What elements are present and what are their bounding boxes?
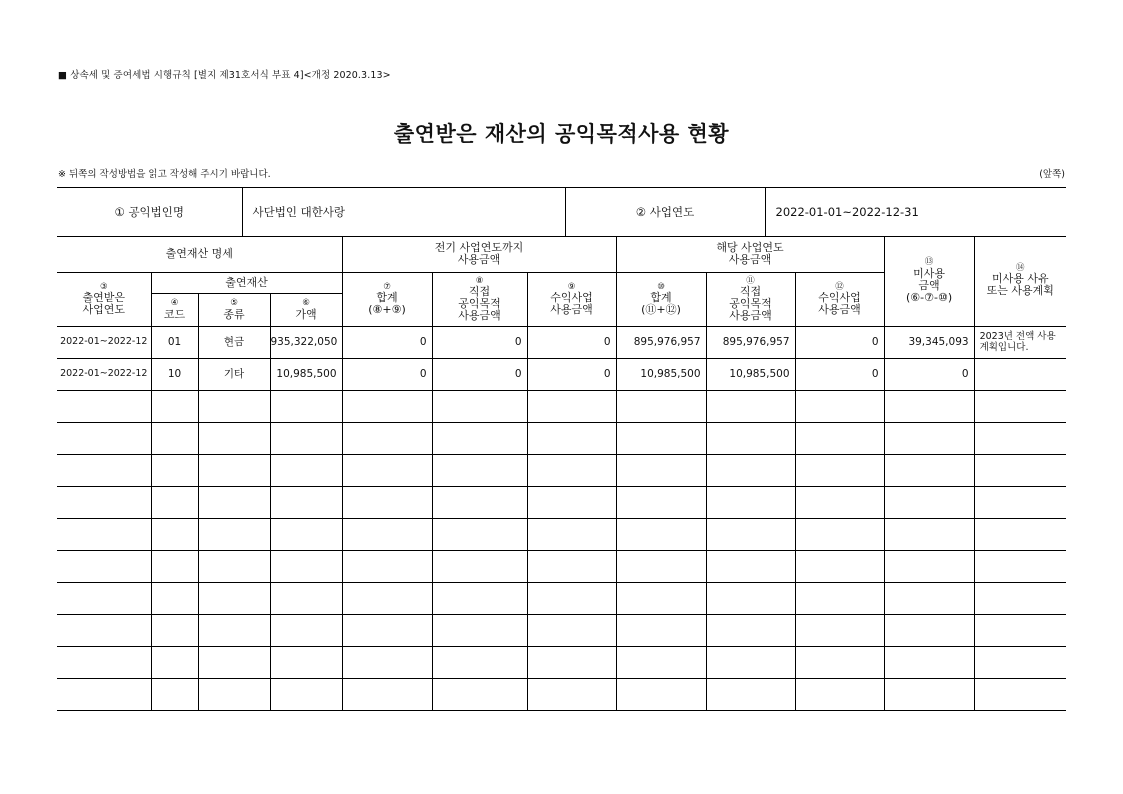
empty-row <box>57 583 1066 615</box>
empty-cell[interactable] <box>795 455 884 487</box>
col-type-header <box>198 294 270 327</box>
empty-cell[interactable] <box>57 391 151 423</box>
col-code-header <box>151 294 198 327</box>
empty-cell[interactable] <box>151 615 198 647</box>
empty-cell[interactable] <box>527 455 616 487</box>
empty-cell[interactable] <box>974 615 1066 647</box>
empty-cell[interactable] <box>342 487 432 519</box>
empty-cell[interactable] <box>151 487 198 519</box>
empty-cell[interactable] <box>974 551 1066 583</box>
empty-cell[interactable] <box>527 583 616 615</box>
empty-cell[interactable] <box>795 423 884 455</box>
empty-cell[interactable] <box>57 551 151 583</box>
empty-cell[interactable] <box>527 423 616 455</box>
empty-cell[interactable] <box>432 391 527 423</box>
empty-cell[interactable] <box>198 455 270 487</box>
cell-prev-total[interactable]: 0 <box>342 327 432 359</box>
empty-cell[interactable] <box>884 615 974 647</box>
empty-cell[interactable] <box>884 647 974 679</box>
empty-cell[interactable] <box>432 615 527 647</box>
corp-name-field[interactable]: 사단법인 대한사랑 <box>242 188 565 237</box>
empty-cell[interactable] <box>57 519 151 551</box>
empty-cell[interactable] <box>974 679 1066 711</box>
col-code-label: 코드 <box>163 308 186 322</box>
empty-cell[interactable] <box>57 423 151 455</box>
cell-curr-profit[interactable]: 0 <box>795 359 884 391</box>
col-year-label: 출연받은 사업연도 <box>82 291 125 317</box>
empty-cell[interactable] <box>884 679 974 711</box>
empty-cell[interactable] <box>270 423 342 455</box>
empty-cell[interactable] <box>974 391 1066 423</box>
col-type-number: ⑤ <box>230 297 238 308</box>
empty-row <box>57 647 1066 679</box>
col-curr-profit-header <box>795 273 884 327</box>
group-prev-header: 전기 사업연도까지 사용금액 <box>342 236 616 273</box>
col-type-label: 종류 <box>223 308 245 322</box>
empty-cell[interactable] <box>342 679 432 711</box>
empty-cell[interactable] <box>198 391 270 423</box>
empty-cell[interactable] <box>270 519 342 551</box>
empty-cell[interactable] <box>974 487 1066 519</box>
empty-cell[interactable] <box>706 455 795 487</box>
empty-cell[interactable] <box>706 519 795 551</box>
cell-unused[interactable]: 39,345,093 <box>884 327 974 359</box>
empty-cell[interactable] <box>57 647 151 679</box>
empty-cell[interactable] <box>795 647 884 679</box>
page-title: 출연받은 재산의 공익목적사용 현황 <box>393 122 730 146</box>
empty-cell[interactable] <box>342 551 432 583</box>
empty-row <box>57 615 1066 647</box>
cell-reason[interactable] <box>974 359 1066 391</box>
empty-cell[interactable] <box>198 423 270 455</box>
empty-cell[interactable] <box>57 615 151 647</box>
col-prev-profit-header <box>527 273 616 327</box>
cell-curr-profit[interactable]: 0 <box>795 327 884 359</box>
empty-cell[interactable] <box>270 583 342 615</box>
col-prev-profit-label: 수익사업 사용금액 <box>550 291 593 317</box>
empty-cell[interactable] <box>706 583 795 615</box>
empty-cell[interactable] <box>706 615 795 647</box>
empty-cell[interactable] <box>884 551 974 583</box>
corp-name-label: ① 공익법인명 <box>57 188 242 237</box>
col-unused-number: ⑬ <box>924 257 934 268</box>
corp-info-table <box>57 187 1066 237</box>
empty-cell[interactable] <box>706 551 795 583</box>
cell-curr-direct[interactable]: 895,976,957 <box>706 327 795 359</box>
col-unused-header <box>884 236 974 327</box>
empty-cell[interactable] <box>706 423 795 455</box>
instruction-note: ※ 뒤쪽의 작성방법을 읽고 작성해 주시기 바랍니다. <box>58 169 271 180</box>
cell-year[interactable]: 2022-01~2022-12 <box>57 359 151 391</box>
empty-cell[interactable] <box>432 583 527 615</box>
empty-cell[interactable] <box>795 615 884 647</box>
group-asset-header: 출연재산 명세 <box>57 236 342 273</box>
empty-cell[interactable] <box>198 583 270 615</box>
page-side-label: (앞쪽) <box>1039 169 1065 180</box>
col-prev-direct-header <box>432 273 527 327</box>
empty-cell[interactable] <box>527 679 616 711</box>
col-curr-total-header <box>616 273 706 327</box>
col-year-number: ③ <box>99 281 108 292</box>
empty-cell[interactable] <box>706 487 795 519</box>
empty-cell[interactable] <box>57 455 151 487</box>
cell-reason[interactable]: 2023년 전액 사용 계획입니다. <box>974 327 1066 359</box>
col-value-label: 가액 <box>295 308 317 322</box>
empty-cell[interactable] <box>432 679 527 711</box>
empty-cell[interactable] <box>616 487 706 519</box>
empty-cell[interactable] <box>198 519 270 551</box>
empty-cell[interactable] <box>342 583 432 615</box>
empty-cell[interactable] <box>706 391 795 423</box>
empty-cell[interactable] <box>432 455 527 487</box>
empty-cell[interactable] <box>974 423 1066 455</box>
empty-cell[interactable] <box>616 679 706 711</box>
empty-cell[interactable] <box>432 551 527 583</box>
empty-cell[interactable] <box>151 551 198 583</box>
empty-cell[interactable] <box>616 455 706 487</box>
col-prev-profit-number: ⑨ <box>567 281 576 292</box>
empty-cell[interactable] <box>198 487 270 519</box>
empty-cell[interactable] <box>432 519 527 551</box>
col-curr-profit-number: ⑫ <box>835 281 844 292</box>
col-curr-profit-label: 수익사업 사용금액 <box>818 291 861 317</box>
cell-prev-total[interactable]: 0 <box>342 359 432 391</box>
empty-row <box>57 391 1066 423</box>
empty-cell[interactable] <box>342 519 432 551</box>
cell-curr-direct[interactable]: 10,985,500 <box>706 359 795 391</box>
empty-cell[interactable] <box>198 615 270 647</box>
empty-cell[interactable] <box>974 455 1066 487</box>
empty-cell[interactable] <box>974 583 1066 615</box>
empty-row <box>57 551 1066 583</box>
empty-cell[interactable] <box>57 487 151 519</box>
col-curr-total-number: ⑩ <box>657 281 665 292</box>
empty-cell[interactable] <box>616 615 706 647</box>
empty-cell[interactable] <box>706 647 795 679</box>
col-reason-label: 미사용 사유 또는 사용계획 <box>986 272 1054 298</box>
empty-cell[interactable] <box>342 647 432 679</box>
table-row <box>57 359 1066 391</box>
col-curr-direct-label: 직접 공익목적 사용금액 <box>729 285 772 323</box>
cell-type[interactable]: 기타 <box>198 359 270 391</box>
empty-cell[interactable] <box>527 615 616 647</box>
empty-cell[interactable] <box>795 583 884 615</box>
empty-cell[interactable] <box>432 487 527 519</box>
empty-cell[interactable] <box>151 391 198 423</box>
col-code-number: ④ <box>170 297 179 308</box>
empty-cell[interactable] <box>342 615 432 647</box>
empty-cell[interactable] <box>616 423 706 455</box>
empty-cell[interactable] <box>432 647 527 679</box>
cell-prev-profit[interactable]: 0 <box>527 359 616 391</box>
empty-cell[interactable] <box>795 391 884 423</box>
empty-cell[interactable] <box>616 583 706 615</box>
empty-cell[interactable] <box>616 391 706 423</box>
sub-asset-header: 출연재산 <box>151 273 342 294</box>
col-unused-label: 미사용 금액 (⑥-⑦-⑩) <box>906 266 953 304</box>
empty-cell[interactable] <box>270 679 342 711</box>
cell-curr-total[interactable]: 10,985,500 <box>616 359 706 391</box>
col-value-header <box>270 294 342 327</box>
empty-row <box>57 455 1066 487</box>
empty-cell[interactable] <box>342 391 432 423</box>
empty-cell[interactable] <box>527 647 616 679</box>
cell-unused[interactable]: 0 <box>884 359 974 391</box>
form-reference: ■ 상속세 및 증여세법 시행규칙 [별지 제31호서식 부표 4]<개정 2020.3.13> <box>58 70 391 81</box>
cell-prev-direct[interactable]: 0 <box>432 327 527 359</box>
empty-cell[interactable] <box>884 487 974 519</box>
empty-cell[interactable] <box>527 391 616 423</box>
col-value-number: ⑥ <box>302 297 310 308</box>
cell-code[interactable]: 10 <box>151 359 198 391</box>
empty-row <box>57 423 1066 455</box>
cell-prev-profit[interactable]: 0 <box>527 327 616 359</box>
empty-cell[interactable] <box>616 551 706 583</box>
empty-cell[interactable] <box>795 679 884 711</box>
empty-cell[interactable] <box>616 647 706 679</box>
empty-cell[interactable] <box>432 423 527 455</box>
empty-cell[interactable] <box>884 519 974 551</box>
cell-value[interactable]: 10,985,500 <box>270 359 342 391</box>
col-reason-number: ⑭ <box>1016 263 1025 273</box>
col-curr-direct-header <box>706 273 795 327</box>
empty-cell[interactable] <box>151 519 198 551</box>
empty-row <box>57 519 1066 551</box>
empty-cell[interactable] <box>198 551 270 583</box>
empty-cell[interactable] <box>151 647 198 679</box>
col-prev-total-header <box>342 273 432 327</box>
empty-cell[interactable] <box>57 679 151 711</box>
empty-cell[interactable] <box>342 423 432 455</box>
empty-cell[interactable] <box>151 455 198 487</box>
empty-cell[interactable] <box>616 519 706 551</box>
cell-curr-total[interactable]: 895,976,957 <box>616 327 706 359</box>
col-curr-direct-number: ⑪ <box>746 275 755 286</box>
empty-cell[interactable] <box>795 519 884 551</box>
empty-cell[interactable] <box>527 487 616 519</box>
col-prev-total-label: 합계 (⑧+⑨) <box>368 291 406 317</box>
empty-cell[interactable] <box>527 551 616 583</box>
cell-prev-direct[interactable]: 0 <box>432 359 527 391</box>
empty-cell[interactable] <box>706 679 795 711</box>
empty-cell[interactable] <box>974 519 1066 551</box>
business-year-label: ② 사업연도 <box>565 188 765 237</box>
empty-cell[interactable] <box>270 647 342 679</box>
empty-cell[interactable] <box>57 583 151 615</box>
cell-value[interactable]: 935,322,050 <box>270 327 342 359</box>
empty-cell[interactable] <box>270 391 342 423</box>
group-curr-header: 해당 사업연도 사용금액 <box>616 236 884 273</box>
empty-cell[interactable] <box>151 583 198 615</box>
col-prev-total-number: ⑦ <box>383 281 391 292</box>
empty-row <box>57 679 1066 711</box>
col-prev-direct-number: ⑧ <box>475 275 484 286</box>
empty-cell[interactable] <box>795 551 884 583</box>
empty-cell[interactable] <box>151 679 198 711</box>
table-row <box>57 327 1066 359</box>
empty-row <box>57 487 1066 519</box>
col-curr-total-label: 합계 (⑪+⑫) <box>641 291 681 317</box>
empty-cell[interactable] <box>974 647 1066 679</box>
empty-cell[interactable] <box>198 679 270 711</box>
empty-cell[interactable] <box>884 583 974 615</box>
empty-cell[interactable] <box>270 487 342 519</box>
col-reason-header <box>974 236 1066 327</box>
empty-cell[interactable] <box>270 455 342 487</box>
cell-code[interactable]: 01 <box>151 327 198 359</box>
col-year-header <box>57 273 151 327</box>
col-prev-direct-label: 직접 공익목적 사용금액 <box>458 285 501 323</box>
cell-year[interactable]: 2022-01~2022-12 <box>57 327 151 359</box>
business-year-field[interactable]: 2022-01-01~2022-12-31 <box>765 188 1066 237</box>
empty-cell[interactable] <box>198 647 270 679</box>
empty-cell[interactable] <box>884 423 974 455</box>
empty-cell[interactable] <box>151 423 198 455</box>
usage-table <box>57 236 1066 711</box>
empty-cell[interactable] <box>342 455 432 487</box>
empty-cell[interactable] <box>270 615 342 647</box>
empty-cell[interactable] <box>884 391 974 423</box>
cell-type[interactable]: 현금 <box>198 327 270 359</box>
empty-cell[interactable] <box>270 551 342 583</box>
empty-cell[interactable] <box>527 519 616 551</box>
empty-cell[interactable] <box>884 455 974 487</box>
empty-cell[interactable] <box>795 487 884 519</box>
